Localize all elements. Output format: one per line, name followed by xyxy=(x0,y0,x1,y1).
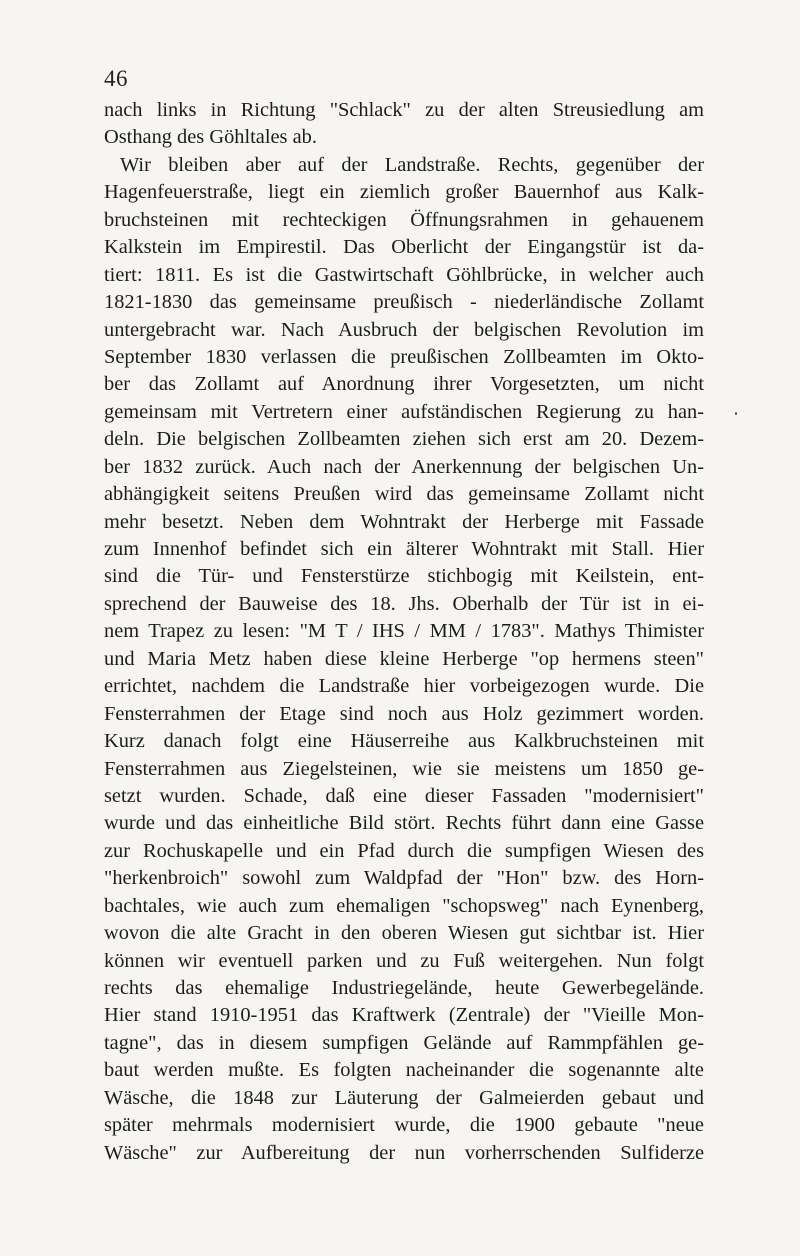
text-line: abhängigkeit seitens Preußen wird das gemeinsame Zollamt nicht xyxy=(104,483,704,506)
text-line: tagne", das in diesem sumpfigen Gelände auf Rammpfählen ge- xyxy=(104,1031,704,1054)
text-line: zum Innenhof befindet sich ein älterer Wohntrakt mit Stall. Hier xyxy=(104,538,704,560)
text-line: Wir bleiben aber auf der Landstraße. Rechts, gegenüber der xyxy=(120,153,704,176)
text-line: ber 1832 zurück. Auch nach der Anerkennung der belgischen Un- xyxy=(104,455,704,478)
page-number: 46 xyxy=(104,66,128,91)
text-line: rechts das ehemalige Industriegelände, heute Gewerbegelände. xyxy=(104,977,704,999)
text-line: mehr besetzt. Neben dem Wohntrakt der Herberge mit Fassade xyxy=(104,510,704,533)
text-line: 1821-1830 das gemeinsame preußisch - niederländische Zollamt xyxy=(104,291,704,314)
text-line: Hier stand 1910-1951 das Kraftwerk (Zentrale) der "Vieille Mon- xyxy=(104,1004,704,1027)
text-line: Wäsche" zur Aufbereitung der nun vorherrschenden Sulfiderze xyxy=(104,1141,704,1164)
text-line: später mehrmals modernisiert wurde, die 1900 gebaute "neue xyxy=(104,1114,704,1137)
text-line: ber das Zollamt auf Anordnung ihrer Vorgesetzten, um nicht xyxy=(104,373,704,396)
text-line: baut werden mußte. Es folgten nacheinander die sogenannte alte xyxy=(104,1059,704,1082)
text-line: Fensterrahmen aus Ziegelsteinen, wie sie meistens um 1850 ge- xyxy=(104,757,704,780)
text-line: Fensterrahmen der Etage sind noch aus Holz gezimmert worden. xyxy=(104,702,704,725)
text-line: Kurz danach folgt eine Häuserreihe aus Kalkbruchsteinen mit xyxy=(104,730,704,753)
text-line: wurde und das einheitliche Bild stört. Rechts führt dann eine Gasse xyxy=(104,812,704,835)
text-line: "herkenbroich" sowohl zum Waldpfad der "Hon" bzw. des Horn- xyxy=(104,867,704,890)
text-line: nach links in Richtung "Schlack" zu der alten Streusiedlung am xyxy=(104,99,704,121)
text-line: und Maria Metz haben diese kleine Herberge "op hermens steen" xyxy=(104,647,704,670)
text-line: setzt wurden. Schade, daß eine dieser Fassaden "modernisiert" xyxy=(104,784,704,807)
text-line: nem Trapez zu lesen: "M T / IHS / MM / 1783". Mathys Thimister xyxy=(104,620,704,643)
body-text xyxy=(104,97,704,1167)
text-line: wovon die alte Gracht in den oberen Wiesen gut sichtbar ist. Hier xyxy=(104,922,704,945)
text-line: September 1830 verlassen die preußischen Zollbeamten im Okto- xyxy=(104,345,704,368)
text-line: bachtales, wie auch zum ehemaligen "schopsweg" nach Eynenberg, xyxy=(104,894,704,917)
text-line: können wir eventuell parken und zu Fuß weitergehen. Nun folgt xyxy=(104,949,704,972)
text-line: sprechend der Bauweise des 18. Jhs. Oberhalb der Tür ist in ei- xyxy=(104,592,704,615)
text-line: bruchsteinen mit rechteckigen Öffnungsrahmen in gehauenem xyxy=(104,208,704,231)
text-line: Kalkstein im Empirestil. Das Oberlicht der Eingangstür ist da- xyxy=(104,236,704,259)
text-line: tiert: 1811. Es ist die Gastwirtschaft Göhlbrücke, in welcher auch xyxy=(104,263,704,286)
text-line: errichtet, nachdem die Landstraße hier vorbeigezogen wurde. Die xyxy=(104,675,704,698)
paper-speck xyxy=(735,412,737,415)
text-line: deln. Die belgischen Zollbeamten ziehen sich erst am 20. Dezem- xyxy=(104,428,704,451)
text-line: Osthang des Göhltales ab. xyxy=(104,126,317,149)
text-line: Hagenfeuerstraße, liegt ein ziemlich großer Bauernhof aus Kalk- xyxy=(104,181,704,204)
text-line: Wäsche, die 1848 zur Läuterung der Galmeierden gebaut und xyxy=(104,1086,704,1109)
text-line: sind die Tür- und Fensterstürze stichbogig mit Keilstein, ent- xyxy=(104,565,704,588)
text-line: zur Rochuskapelle und ein Pfad durch die sumpfigen Wiesen des xyxy=(104,839,704,862)
text-line: gemeinsam mit Vertretern einer aufständischen Regierung zu han- xyxy=(104,400,704,423)
text-line: untergebracht war. Nach Ausbruch der belgischen Revolution im xyxy=(104,318,704,341)
